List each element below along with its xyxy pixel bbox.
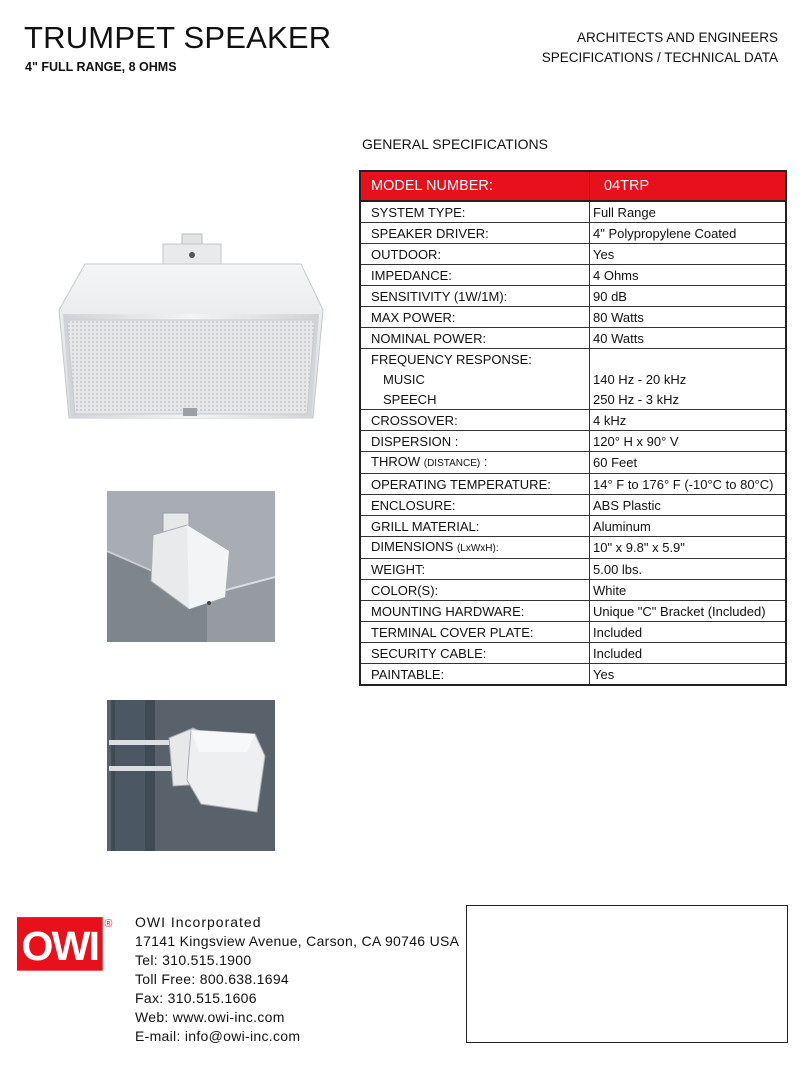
table-row <box>360 410 786 431</box>
table-row <box>360 580 786 601</box>
company-tel: Tel: 310.515.1900 <box>135 952 252 968</box>
header-right <box>542 28 778 68</box>
table-row <box>360 328 786 349</box>
spec-value: ABS Plastic <box>590 495 787 516</box>
notes-box <box>466 905 788 1043</box>
spec-value: White <box>590 580 787 601</box>
spec-label: MUSIC <box>360 369 590 389</box>
pole-mount-photo <box>107 700 275 851</box>
contact-block <box>135 913 459 1046</box>
spec-value: 5.00 lbs. <box>590 559 787 580</box>
spec-label: OPERATING TEMPERATURE: <box>360 474 590 495</box>
owi-logo-text: OWI <box>21 922 99 969</box>
spec-label <box>360 452 590 474</box>
spec-label: SYSTEM TYPE: <box>360 201 590 223</box>
table-row <box>360 431 786 452</box>
general-specifications-heading: GENERAL SPECIFICATIONS <box>362 136 548 152</box>
spec-label: GRILL MATERIAL: <box>360 516 590 537</box>
spec-label: MODEL NUMBER: <box>360 171 590 201</box>
spec-label: SPEECH <box>360 389 590 410</box>
spec-table <box>359 170 787 686</box>
table-row <box>360 286 786 307</box>
spec-value: 120° H x 90° V <box>590 431 787 452</box>
spec-label-main: DISPERSION <box>371 433 452 449</box>
spec-value: 90 dB <box>590 286 787 307</box>
owi-logo <box>17 912 117 974</box>
table-row <box>360 537 786 559</box>
company-tollfree: Toll Free: 800.638.1694 <box>135 971 290 987</box>
spec-label <box>360 431 590 452</box>
spec-value: 40 Watts <box>590 328 787 349</box>
table-row <box>360 664 786 686</box>
spec-label-small: (DISTANCE) <box>423 458 481 469</box>
spec-label: OUTDOOR: <box>360 244 590 265</box>
corner-mount-photo <box>107 491 275 642</box>
registered-mark: ® <box>104 917 113 930</box>
spec-label-suffix: : <box>451 433 459 449</box>
table-row <box>360 265 786 286</box>
table-row <box>360 369 786 389</box>
spec-label: NOMINAL POWER: <box>360 328 590 349</box>
spec-value: Yes <box>590 664 787 686</box>
spec-value: Aluminum <box>590 516 787 537</box>
spec-label: MOUNTING HARDWARE: <box>360 601 590 622</box>
spec-value: Yes <box>590 244 787 265</box>
spec-label-main: THROW <box>371 454 421 469</box>
header-right-line1: ARCHITECTS AND ENGINEERS <box>576 30 778 45</box>
table-row <box>360 349 786 370</box>
table-row <box>360 201 786 223</box>
table-row <box>360 389 786 410</box>
table-row <box>360 452 786 474</box>
model-row <box>360 171 786 201</box>
company-email[interactable]: E-mail: info@owi-inc.com <box>135 1028 301 1044</box>
page-title: TRUMPET SPEAKER <box>24 20 332 55</box>
table-row <box>360 223 786 244</box>
spec-value: 4" Polypropylene Coated <box>590 223 787 244</box>
spec-value: Included <box>590 622 787 643</box>
header-right-line2: SPECIFICATIONS / TECHNICAL DATA <box>541 50 778 65</box>
company-name: OWI Incorporated <box>135 914 262 930</box>
table-row <box>360 516 786 537</box>
spec-value: 10" x 9.8" x 5.9" <box>590 537 787 559</box>
table-row <box>360 244 786 265</box>
spec-value: 140 Hz - 20 kHz <box>590 369 787 389</box>
table-row <box>360 495 786 516</box>
table-row <box>360 307 786 328</box>
spec-label: FREQUENCY RESPONSE: <box>360 349 590 370</box>
table-row <box>360 622 786 643</box>
spec-value: 4 kHz <box>590 410 787 431</box>
table-row <box>360 643 786 664</box>
page-subtitle: 4" FULL RANGE, 8 OHMS <box>25 60 177 74</box>
spec-value: 14° F to 176° F (-10°C to 80°C) <box>590 474 787 495</box>
spec-label: COLOR(S): <box>360 580 590 601</box>
spec-label: SPEAKER DRIVER: <box>360 223 590 244</box>
spec-value: 250 Hz - 3 kHz <box>590 389 787 410</box>
spec-value: Unique "C" Bracket (Included) <box>590 601 787 622</box>
spec-label <box>360 537 590 559</box>
spec-label: IMPEDANCE: <box>360 265 590 286</box>
spec-label-suffix: : <box>480 454 488 469</box>
spec-label-main: DIMENSIONS <box>371 539 454 554</box>
spec-label: PAINTABLE: <box>360 664 590 686</box>
spec-value: 60 Feet <box>590 452 787 474</box>
spec-value: 80 Watts <box>590 307 787 328</box>
spec-label: ENCLOSURE: <box>360 495 590 516</box>
spec-value: Full Range <box>590 201 787 223</box>
table-row <box>360 601 786 622</box>
company-web[interactable]: Web: www.owi-inc.com <box>135 1009 285 1025</box>
company-fax: Fax: 310.515.1606 <box>135 990 257 1006</box>
table-row <box>360 559 786 580</box>
spec-label: CROSSOVER: <box>360 410 590 431</box>
spec-label-small: (LxWxH): <box>456 543 499 554</box>
spec-label: SECURITY CABLE: <box>360 643 590 664</box>
spec-label: WEIGHT: <box>360 559 590 580</box>
spec-value: Included <box>590 643 787 664</box>
spec-label: TERMINAL COVER PLATE: <box>360 622 590 643</box>
spec-label: SENSITIVITY (1W/1M): <box>360 286 590 307</box>
table-row <box>360 474 786 495</box>
spec-label: MAX POWER: <box>360 307 590 328</box>
speaker-front-photo <box>55 228 327 428</box>
spec-value: 04TRP <box>590 171 787 201</box>
company-address: 17141 Kingsview Avenue, Carson, CA 90746 USA <box>135 933 460 949</box>
spec-value: 4 Ohms <box>590 265 787 286</box>
